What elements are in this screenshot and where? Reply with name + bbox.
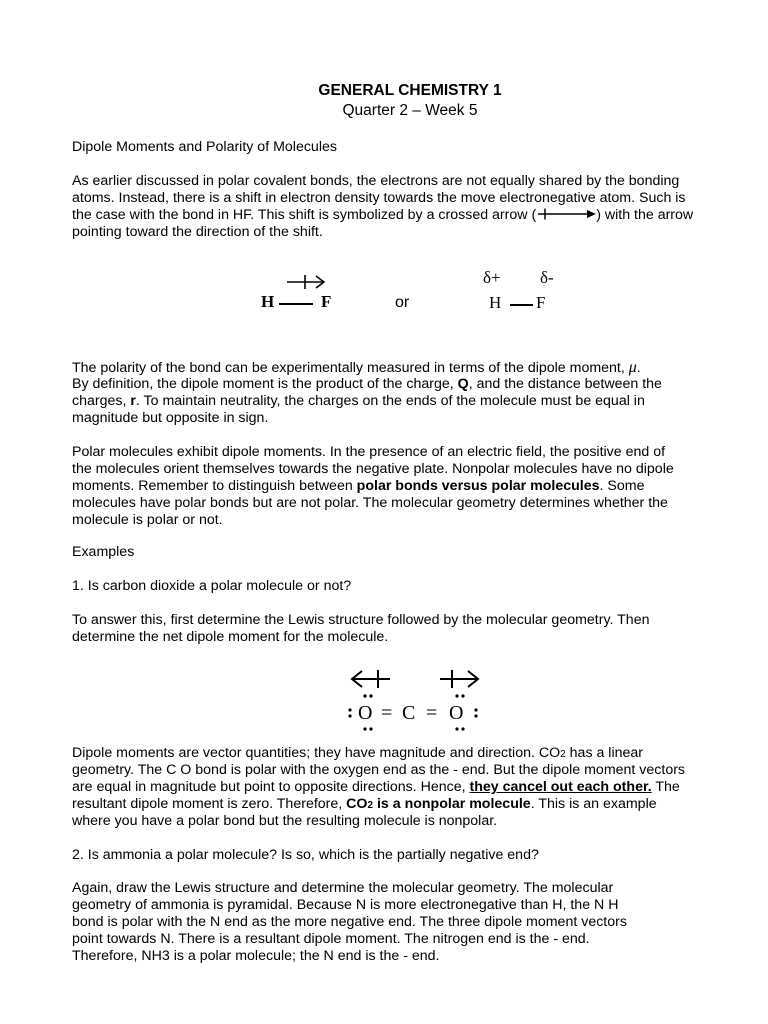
question-2-answer	[72, 880, 762, 965]
intro-line-3-end: ) with the arrow	[596, 207, 694, 223]
co2-double-bond-1: =	[381, 702, 393, 724]
dipole-def-line-1	[72, 359, 762, 376]
hf-figure	[255, 268, 575, 318]
intro-paragraph	[72, 173, 762, 241]
hf-left-h: H	[261, 292, 275, 311]
polar-line-3-text: moments. Remember to distinguish between	[72, 478, 357, 494]
polar-line-3-end: . Some	[599, 478, 645, 494]
dipole-def-line-1-text: The polarity of the bond can be experimentally measured in terms of the dipole moment,	[72, 360, 629, 376]
nonpolar-emphasis-co: CO	[346, 796, 368, 812]
section-title: Dipole Moments and Polarity of Molecules	[72, 139, 337, 155]
or-label: or	[395, 294, 410, 311]
intro-line-3	[72, 207, 762, 224]
co2-line-4	[72, 796, 762, 813]
crossed-arrow-icon	[536, 208, 596, 220]
co2-line-3-end: The	[651, 779, 680, 795]
dipole-def-line-2-text: By definition, the dipole moment is the product of the charge,	[72, 376, 458, 392]
question-2: 2. Is ammonia a polar molecule? Is so, which is the partially negative end?	[72, 847, 539, 863]
co2-line-1	[72, 745, 762, 762]
q1-answer-line-2: determine the net dipole moment for the molecule.	[72, 629, 389, 645]
intro-line-3-start: the case with the bond in HF. This shift is symbolized by a crossed arrow (	[72, 207, 537, 223]
dipole-def-line-2-end: , and the distance between the	[468, 376, 662, 392]
distance-r: r	[130, 393, 136, 409]
co2-explanation-paragraph	[72, 745, 762, 830]
co2-oxygen-2: O	[449, 702, 464, 724]
page-title: GENERAL CHEMISTRY 1	[318, 82, 502, 99]
polar-molecules-paragraph	[72, 444, 762, 529]
hf-right-h: H	[489, 293, 502, 312]
co2-line-3-text: are equal in magnitude but point to opposite directions. Hence,	[72, 779, 470, 795]
co2-line-1-text: Dipole moments are vector quantities; they have magnitude and direction. CO	[72, 745, 561, 761]
polar-line-5: molecule is polar or not.	[72, 512, 223, 528]
q1-answer-line-1: To answer this, first determine the Lewis structure followed by the molecular geometry. Then	[72, 612, 650, 628]
cancel-out-emphasis: they cancel out each other.	[469, 779, 652, 795]
co2-line-4-end: . This is an example	[530, 796, 657, 812]
dipole-def-line-3-text: charges,	[72, 393, 131, 409]
intro-line-4: pointing toward the direction of the shift.	[72, 224, 323, 240]
dipole-def-line-1-end: .	[636, 360, 641, 376]
hf-dipole-arrow-icon	[283, 272, 333, 292]
intro-line-1: As earlier discussed in polar covalent bonds, the electrons are not equally shared by the bonding	[72, 173, 680, 189]
hf-right-f: F	[536, 293, 546, 312]
co2-line-5: where you have a polar bond but the resulting molecule is nonpolar.	[72, 813, 498, 829]
nonpolar-emphasis-subscript: 2	[367, 800, 374, 811]
dipole-def-line-3-end: . To maintain neutrality, the charges on the ends of the molecule must be equal in	[135, 393, 645, 409]
dipole-definition-paragraph	[72, 359, 762, 427]
co2-line-3	[72, 779, 762, 796]
examples-label: Examples	[72, 544, 135, 560]
question-1-answer	[72, 612, 762, 646]
co2-lone-pairs-icon	[340, 664, 500, 736]
nonpolar-emphasis	[346, 796, 531, 812]
polar-line-1: Polar molecules exhibit dipole moments. In the presence of an electric field, the positive end of	[72, 444, 666, 460]
hf-left-f: F	[321, 292, 332, 311]
delta-plus-label: δ+	[483, 268, 501, 287]
question-1: 1. Is carbon dioxide a polar molecule or not?	[72, 578, 352, 594]
polar-line-2: the molecules orient themselves towards the negative plate. Nonpolar molecules have no dipole	[72, 461, 674, 477]
co2-oxygen-1: O	[358, 702, 373, 724]
polar-bonds-emphasis: polar bonds versus polar molecules	[356, 478, 600, 494]
intro-line-2: atoms. Instead, there is a shift in electron density towards the move electronegative atom. Such is	[72, 190, 686, 206]
co2-line-4-text: resultant dipole moment is zero. Therefore,	[72, 796, 347, 812]
co2-lewis-figure	[340, 664, 500, 736]
q2-answer-line-2: geometry of ammonia is pyramidal. Because N is more electronegative than H, the N H	[72, 897, 619, 913]
co2-double-bond-2: =	[426, 702, 438, 724]
polar-line-3	[72, 478, 762, 495]
dipole-def-line-4: magnitude but opposite in sign.	[72, 410, 269, 426]
q2-answer-line-3: bond is polar with the N end as the more negative end. The three dipole moment vectors	[72, 914, 627, 930]
co2-line-2: geometry. The C O bond is polar with the oxygen end as the - end. But the dipole moment vectors	[72, 762, 686, 778]
dipole-def-line-3	[72, 393, 762, 410]
mu-symbol: μ	[628, 359, 637, 376]
hf-left-bond	[279, 303, 313, 305]
delta-minus-label: δ-	[540, 268, 554, 287]
q2-answer-line-5: Therefore, NH3 is a polar molecule; the N end is the - end.	[72, 948, 440, 964]
co2-carbon: C	[402, 702, 416, 724]
charge-q: Q	[457, 376, 469, 392]
dipole-def-line-2	[72, 376, 762, 393]
q2-answer-line-1: Again, draw the Lewis structure and determine the molecular geometry. The molecular	[72, 880, 614, 896]
co2-line-1-end: has a linear	[565, 745, 644, 761]
co2-subscript: 2	[560, 749, 566, 760]
nonpolar-emphasis-text: is a nonpolar molecule	[373, 796, 531, 812]
polar-line-4: molecules have polar bonds but are not polar. The molecular geometry determines whether the	[72, 495, 668, 511]
hf-right-bond	[510, 304, 533, 306]
page-subtitle: Quarter 2 – Week 5	[342, 102, 478, 119]
q2-answer-line-4: point towards N. There is a resultant dipole moment. The nitrogen end is the - end.	[72, 931, 590, 947]
